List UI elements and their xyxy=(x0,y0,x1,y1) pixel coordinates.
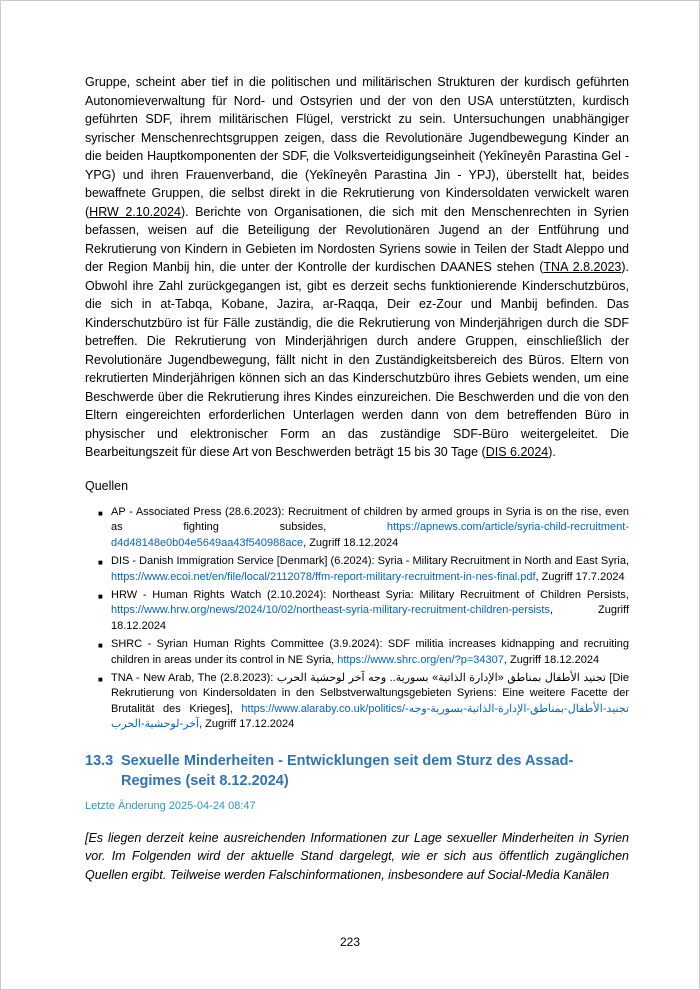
source-text: AP - Associated Press (28.6.2023): Recruitment of children by armed groups in Syria is on the rise, even as fighting subsides, xyxy=(111,506,629,534)
paragraph-sexual-minorities-note: [Es liegen derzeit keine ausreichenden Informationen zur Lage sexueller Minderheiten in Syrien vor. Im Folgenden wird der aktuelle Stand dargelegt, wie er sich aus öffentlich zugänglichen Quellen ergibt. Teilweise werden Falschinformationen, insbesondere auf Social-Media Kanälen xyxy=(85,830,629,882)
paragraph-text: ). Berichte von Organisationen, die sich mit den Menschenrechten in Syrien befassen, weisen auf die Beteiligung der Revolutionären Jugend an der Entführung und Rekrutierung von Kindern in Gebieten im Nordosten Syriens sowie in Teilen der Stadt Aleppo und der Region Manbij hin, die unter der Kontrolle der kurdischen DAANES stehen ( xyxy=(85,204,629,274)
source-item-dis xyxy=(85,554,629,585)
sources-heading: Quellen xyxy=(85,478,129,493)
section-title: Sexuelle Minderheiten - Entwicklungen seit dem Sturz des Assad-Regimes (seit 8.12.2024) xyxy=(121,753,574,790)
bullet-icon: ■ xyxy=(98,674,103,684)
source-link-shrc[interactable]: https://www.shrc.org/en/?p=34307 xyxy=(337,653,504,666)
source-item-tna xyxy=(85,671,629,733)
page-number: 223 xyxy=(1,935,699,949)
paragraph-text: Gruppe, scheint aber tief in die politischen und militärischen Strukturen der kurdisch geführten Autonomieverwaltung für Nord- und Ostsyrien und der von den USA unterstützten, kurdisch geführten SDF, ihrem militärischen Flügel, verstrickt zu sein. Untersuchungen unabhängiger syrischer Menschenrechtsgruppen zeigen, dass die Revolutionäre Jugendbewegung Kinder an die beiden Hauptkomponenten der SDF, die Volksverteidigungseinheit (Yekîneyên Parastina Gel - YPG) und ihren Frauenverband, die (Yekîneyên Parastina Jin - YPJ), überstellt hat, beides bewaffnete Gruppen, die selbst direkt in die Rekrutierung von Kindersoldaten verwickelt waren ( xyxy=(85,75,629,219)
source-link-hrw[interactable]: https://www.hrw.org/news/2024/10/02/northeast-syria-military-recruitment-children-persists xyxy=(111,604,550,617)
source-item-ap xyxy=(85,505,629,551)
source-access-date: , Zugriff 17.12.2024 xyxy=(199,718,295,731)
source-list xyxy=(85,505,629,732)
source-access-date: , Zugriff 18.12.2024 xyxy=(111,604,629,632)
bullet-icon: ■ xyxy=(98,558,103,568)
source-access-date: , Zugriff 17.7.2024 xyxy=(535,570,625,583)
source-text: HRW - Human Rights Watch (2.10.2024): Northeast Syria: Military Recruitment of Children Persists, xyxy=(111,588,629,601)
source-access-date: , Zugriff 18.12.2024 xyxy=(303,536,399,549)
citation-link-dis[interactable]: DIS 6.2024 xyxy=(485,445,549,459)
paragraph-child-recruitment xyxy=(85,73,629,462)
source-text: DIS - Danish Immigration Service [Denmark] (6.2024): Syria - Military Recruitment in North and East Syria, xyxy=(111,555,629,568)
source-item-shrc xyxy=(85,637,629,668)
paragraph-text: ). Obwohl ihre Zahl zurückgegangen ist, gibt es derzeit sechs funktionierende Kinderschutzbüros, die sich in at-Tabqa, Kobane, Jazira, ar-Raqqa, Deir ez-Zour und Manbij befinden. Das Kinderschutzbüro ist für Fälle zuständig, die die Rekrutierung von Minderjährigen durch die SDF betreffen. Die Rekrutierung von Minderjährigen durch andere Gruppen, einschließlich der Revolutionäre Jugendbewegung, fällt nicht in den Zuständigkeitsbereich des Büros. Eltern von rekrutierten Minderjährigen können sich an das Kinderschutzbüro ihres Gebiets wenden, um eine Beschwerde über die Rekrutierung ihres Kindes einzureichen. Die Beschwerden und die von den Eltern eingereichten erforderlichen Unterlagen werden dann von dem betreffenden Büro in physischer und elektronischer Form an das zuständige SDF-Büro weitergeleitet. Die Bearbeitungszeit für diese Art von Beschwerden beträgt 15 bis 30 Tage ( xyxy=(85,260,629,459)
citation-link-tna[interactable]: TNA 2.8.2023 xyxy=(543,260,622,274)
page-content xyxy=(85,73,629,884)
bullet-icon: ■ xyxy=(98,591,103,601)
source-link-ap[interactable]: https://apnews.com/article/syria-child-recruitment-d4d48148e0b04e5649aa43f540988ace xyxy=(111,521,629,549)
section-heading-13-3 xyxy=(85,752,629,791)
source-link-dis[interactable]: https://www.ecoi.net/en/file/local/2112078/ffm-report-military-recruitment-in-nes-final.pdf xyxy=(111,570,536,583)
last-modified-timestamp: Letzte Änderung 2025-04-24 08:47 xyxy=(85,799,256,812)
source-text: SHRC - Syrian Human Rights Committee (3.9.2024): SDF militia increases kidnapping and recruiting children in areas under its control in NE Syria, xyxy=(111,638,629,666)
bullet-icon: ■ xyxy=(98,641,103,651)
citation-link-hrw[interactable]: HRW 2.10.2024 xyxy=(89,204,181,219)
source-item-hrw xyxy=(85,588,629,634)
source-link-tna[interactable]: https://www.alaraby.co.uk/politics/تجنيد-الأطفال-بمناطق-الإدارة-الذاتية-بسورية-وجه-آخر-لوحشية-الحرب xyxy=(111,702,629,731)
paragraph-text: ). xyxy=(548,445,556,459)
bullet-icon: ■ xyxy=(98,509,103,518)
source-access-date: , Zugriff 18.12.2024 xyxy=(503,653,600,666)
section-number: 13.3 xyxy=(85,753,114,770)
source-text: TNA - New Arab, The (2.8.2023): تجنيد الأطفال بمناطق «الإدارة الذاتية» بسورية.. وجه آخر لوحشية الحرب [Die Rekrutierung von Kindersoldaten in den Selbstverwaltungsgebieten Syriens: Eine weitere Facette der Brutalität des Krieges], xyxy=(111,671,629,715)
